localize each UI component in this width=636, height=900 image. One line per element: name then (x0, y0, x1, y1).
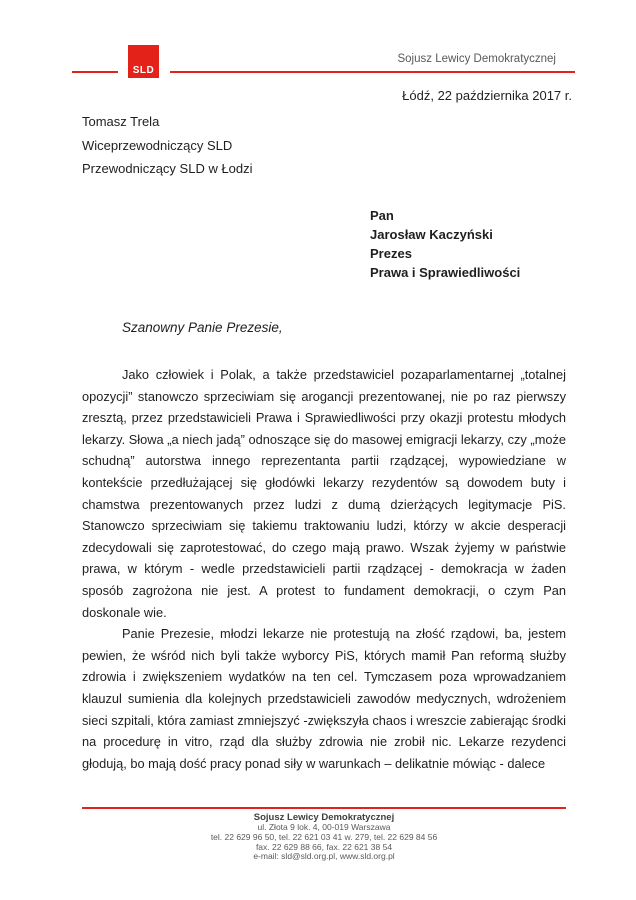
recipient-block (370, 206, 520, 282)
footer-phones: tel. 22 629 96 50, tel. 22 621 03 41 w. 279, tel. 22 629 84 56 (210, 831, 438, 842)
footer-fax: fax. 22 629 88 66, fax. 22 621 38 54 (255, 841, 393, 852)
sender-title-2: Przewodniczący SLD w Łodzi (82, 161, 253, 176)
sender-title-1: Wiceprzewodniczący SLD (82, 137, 233, 153)
sld-logo-text: SLD (132, 65, 155, 76)
recipient-organization: Prawa i Sprawiedliwości (370, 265, 521, 280)
letter-body (82, 364, 566, 774)
footer (82, 812, 566, 862)
sender-name: Tomasz Trela (82, 114, 160, 129)
sender-block (82, 110, 253, 181)
sld-logo (128, 45, 159, 78)
salutation: Szanowny Panie Prezesie, (122, 320, 283, 335)
letterhead-rule-right (170, 71, 575, 73)
letterhead-org-name: Sojusz Lewicy Demokratycznej (397, 53, 556, 65)
body-paragraph-1: Jako człowiek i Polak, a także przedstawiciel pozaparlamentarnej „totalnej opozycji” stanowczo sprzeciwiam się arogancji prezentowanej, nie po raz pierwszy zresztą, przez przedstawicieli Prawa i Sprawiedliwości przy okazji protestu młodych lekarzy. Słowa „a niech jadą” odnoszące się do masowej emigracji lekarzy, czy „może schudną” autorstwa innego reprezentanta partii rządzącej, wypowiedziane w kontekście przedłużającej się głodówki lekarzy rezydentów są dowodem buty i chamstwa prezentowanych przez ludzi z dumą dzierżących legitymacje PiS. Stanowczo sprzeciwiam się takiemu traktowaniu ludzi, którzy w akcie desperacji zdecydowali się zaprotestować, do czego mają prawo. Wszak żyjemy w państwie prawa, w którym - wedle przedstawicieli partii rządzącej - demokracja w żaden sposób zagrożona nie jest. A protest to fundament demokracji, o czym Pan doskonale wie. (82, 367, 566, 620)
recipient-title: Prezes (370, 246, 412, 261)
footer-address: ul. Złota 9 lok. 4, 00-019 Warszawa (257, 822, 391, 832)
footer-rule (82, 807, 566, 809)
date-line: Łódź, 22 października 2017 r. (402, 88, 572, 103)
body-paragraph-2: Panie Prezesie, młodzi lekarze nie protestują na złość rządowi, ba, jestem pewien, że wśród nich byli także wyborcy PiS, których mamił Pan reformą służby zdrowia i zwiększeniem wydatków na ten cel. Tymczasem poza wprowadzaniem klauzul sumienia dla kolejnych przedstawicieli zawodów medycznych, wdrożeniem sieci szpitali, która zamiast zmniejszyć -zwiększyła chaos i wreszcie zabierając środki na procedurę in vitro, rząd dla służby zdrowia nie zrobił nic. Lekarze rezydenci głodują, bo mają dość pracy ponad siły w warunkach – delikatnie mówiąc - dalece (82, 626, 566, 771)
footer-email-web: e-mail: sld@sld.org.pl, www.sld.org.pl (253, 851, 395, 862)
footer-org-name: Sojusz Lewicy Demokratycznej (253, 812, 395, 823)
letterhead-rule-left (72, 71, 118, 73)
recipient-name: Jarosław Kaczyński (370, 227, 493, 242)
recipient-honorific: Pan (370, 208, 394, 223)
